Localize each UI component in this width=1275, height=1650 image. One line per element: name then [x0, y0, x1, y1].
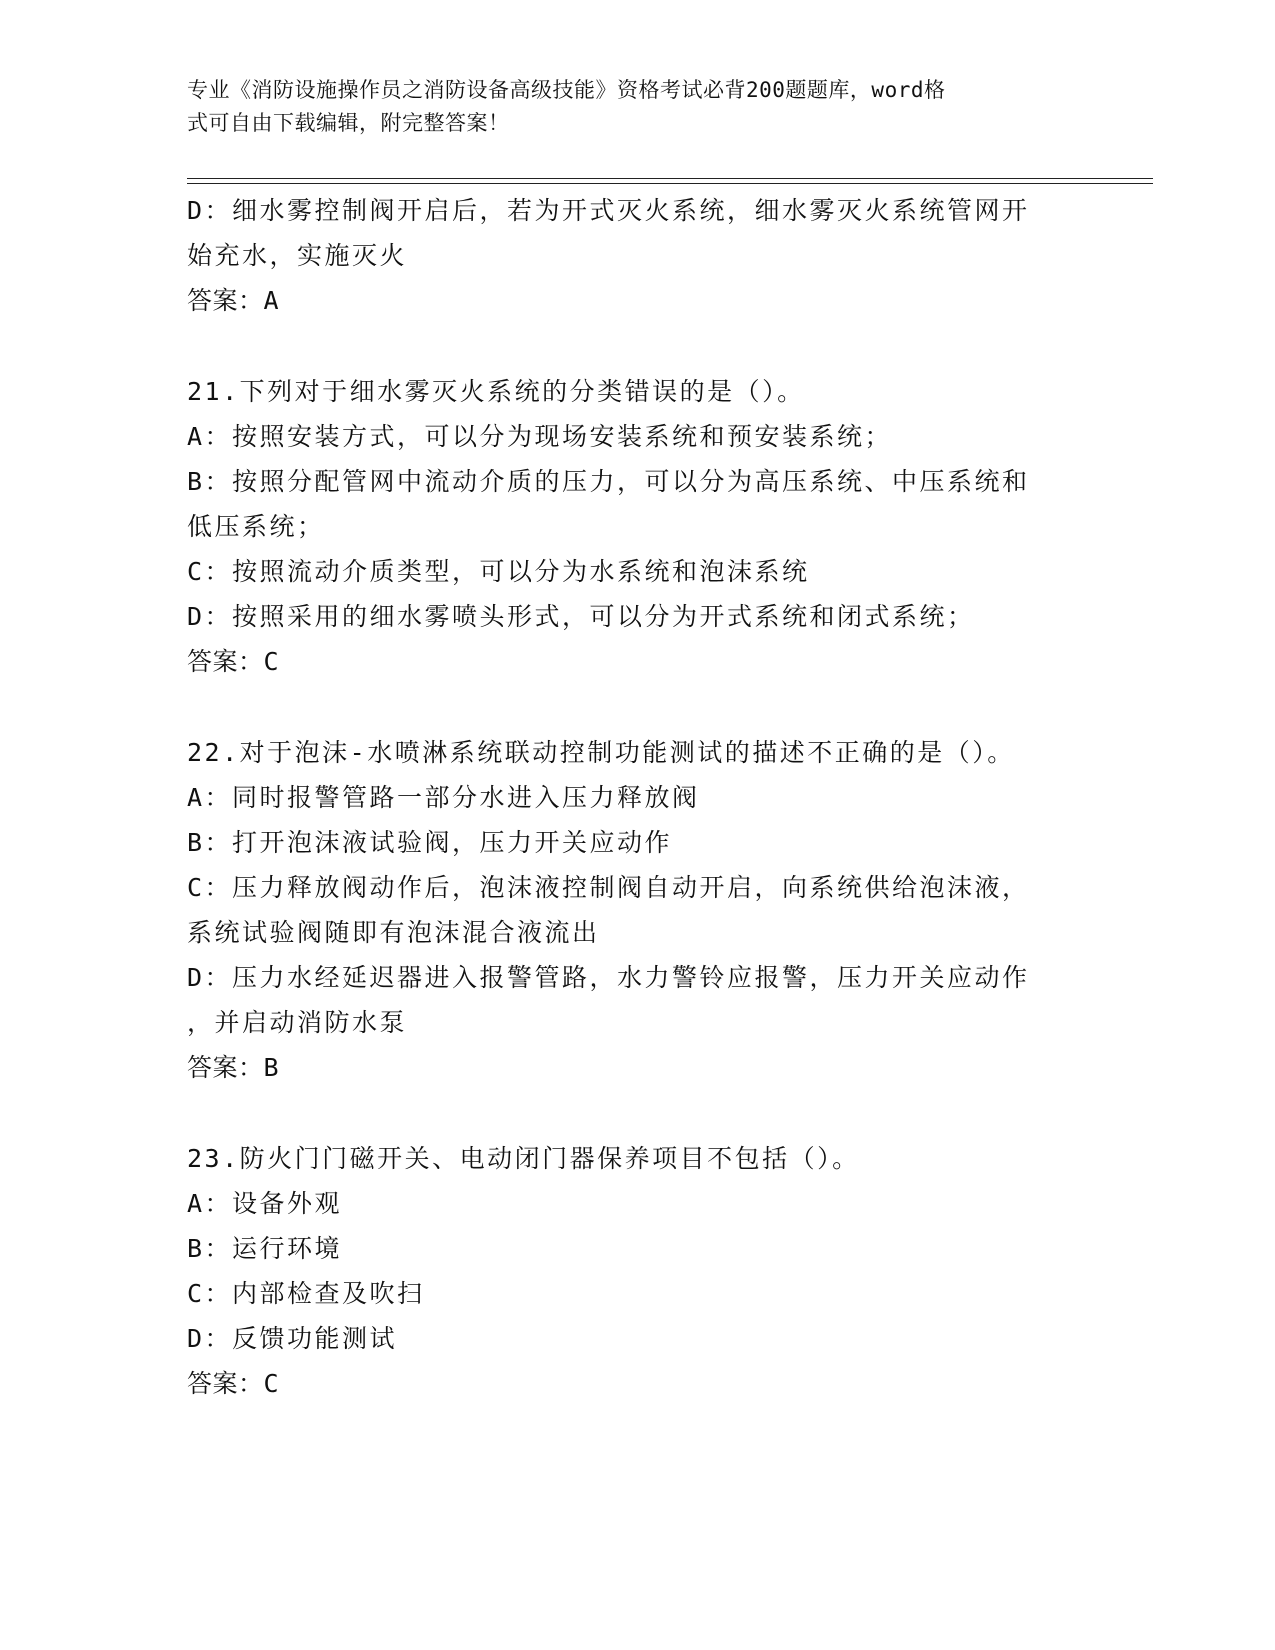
- question-22: [187, 730, 1087, 1090]
- answer: 答案：B: [187, 1053, 280, 1082]
- option-c: C：内部检查及吹扫: [187, 1279, 425, 1308]
- option-b-line-2: 低压系统；: [187, 512, 325, 541]
- previous-question-tail: [187, 188, 1087, 323]
- option-b: B：打开泡沫液试验阀，压力开关应动作: [187, 828, 673, 857]
- option-d-line-2: 始充水，实施灭火: [187, 241, 408, 270]
- answer: 答案：C: [187, 1369, 280, 1398]
- option-c: C：按照流动介质类型，可以分为水系统和泡沫系统: [187, 557, 810, 586]
- spacer: [187, 684, 1087, 730]
- header-line-2: 式可自由下载编辑，附完整答案！: [187, 111, 510, 135]
- question-21: [187, 369, 1087, 684]
- question-text: 21.下列对于细水雾灭火系统的分类错误的是（）。: [187, 377, 805, 406]
- option-d-line-1: D：压力水经延迟器进入报警管路，水力警铃应报警，压力开关应动作: [187, 963, 1030, 992]
- question-content: [187, 188, 1087, 1406]
- question-text: 23.防火门门磁开关、电动闭门器保养项目不包括（）。: [187, 1144, 860, 1173]
- question-text: 22.对于泡沫-水喷淋系统联动控制功能测试的描述不正确的是（）。: [187, 738, 1015, 767]
- document-header: [187, 74, 1067, 140]
- answer: 答案：A: [187, 286, 280, 315]
- option-d-line-2: ，并启动消防水泵: [187, 1008, 408, 1037]
- header-line-1: 专业《消防设施操作员之消防设备高级技能》资格考试必背200题题库，word格: [187, 78, 946, 102]
- question-23: [187, 1136, 1087, 1406]
- option-a: A：按照安装方式，可以分为现场安装系统和预安装系统；: [187, 422, 893, 451]
- option-d-line-1: D：细水雾控制阀开启后，若为开式灭火系统，细水雾灭火系统管网开: [187, 196, 1030, 225]
- option-a: A：设备外观: [187, 1189, 343, 1218]
- answer: 答案：C: [187, 647, 280, 676]
- spacer: [187, 323, 1087, 369]
- option-a: A：同时报警管路一部分水进入压力释放阀: [187, 783, 700, 812]
- option-c-line-2: 系统试验阀随即有泡沫混合液流出: [187, 918, 600, 947]
- option-b-line-1: B：按照分配管网中流动介质的压力，可以分为高压系统、中压系统和: [187, 467, 1030, 496]
- option-c-line-1: C：压力释放阀动作后，泡沫液控制阀自动开启，向系统供给泡沫液，: [187, 873, 1030, 902]
- header-divider-bottom: [187, 183, 1153, 184]
- header-divider-top: [187, 178, 1153, 179]
- option-d: D：反馈功能测试: [187, 1324, 398, 1353]
- option-d: D：按照采用的细水雾喷头形式，可以分为开式系统和闭式系统；: [187, 602, 975, 631]
- spacer: [187, 1090, 1087, 1136]
- option-b: B：运行环境: [187, 1234, 343, 1263]
